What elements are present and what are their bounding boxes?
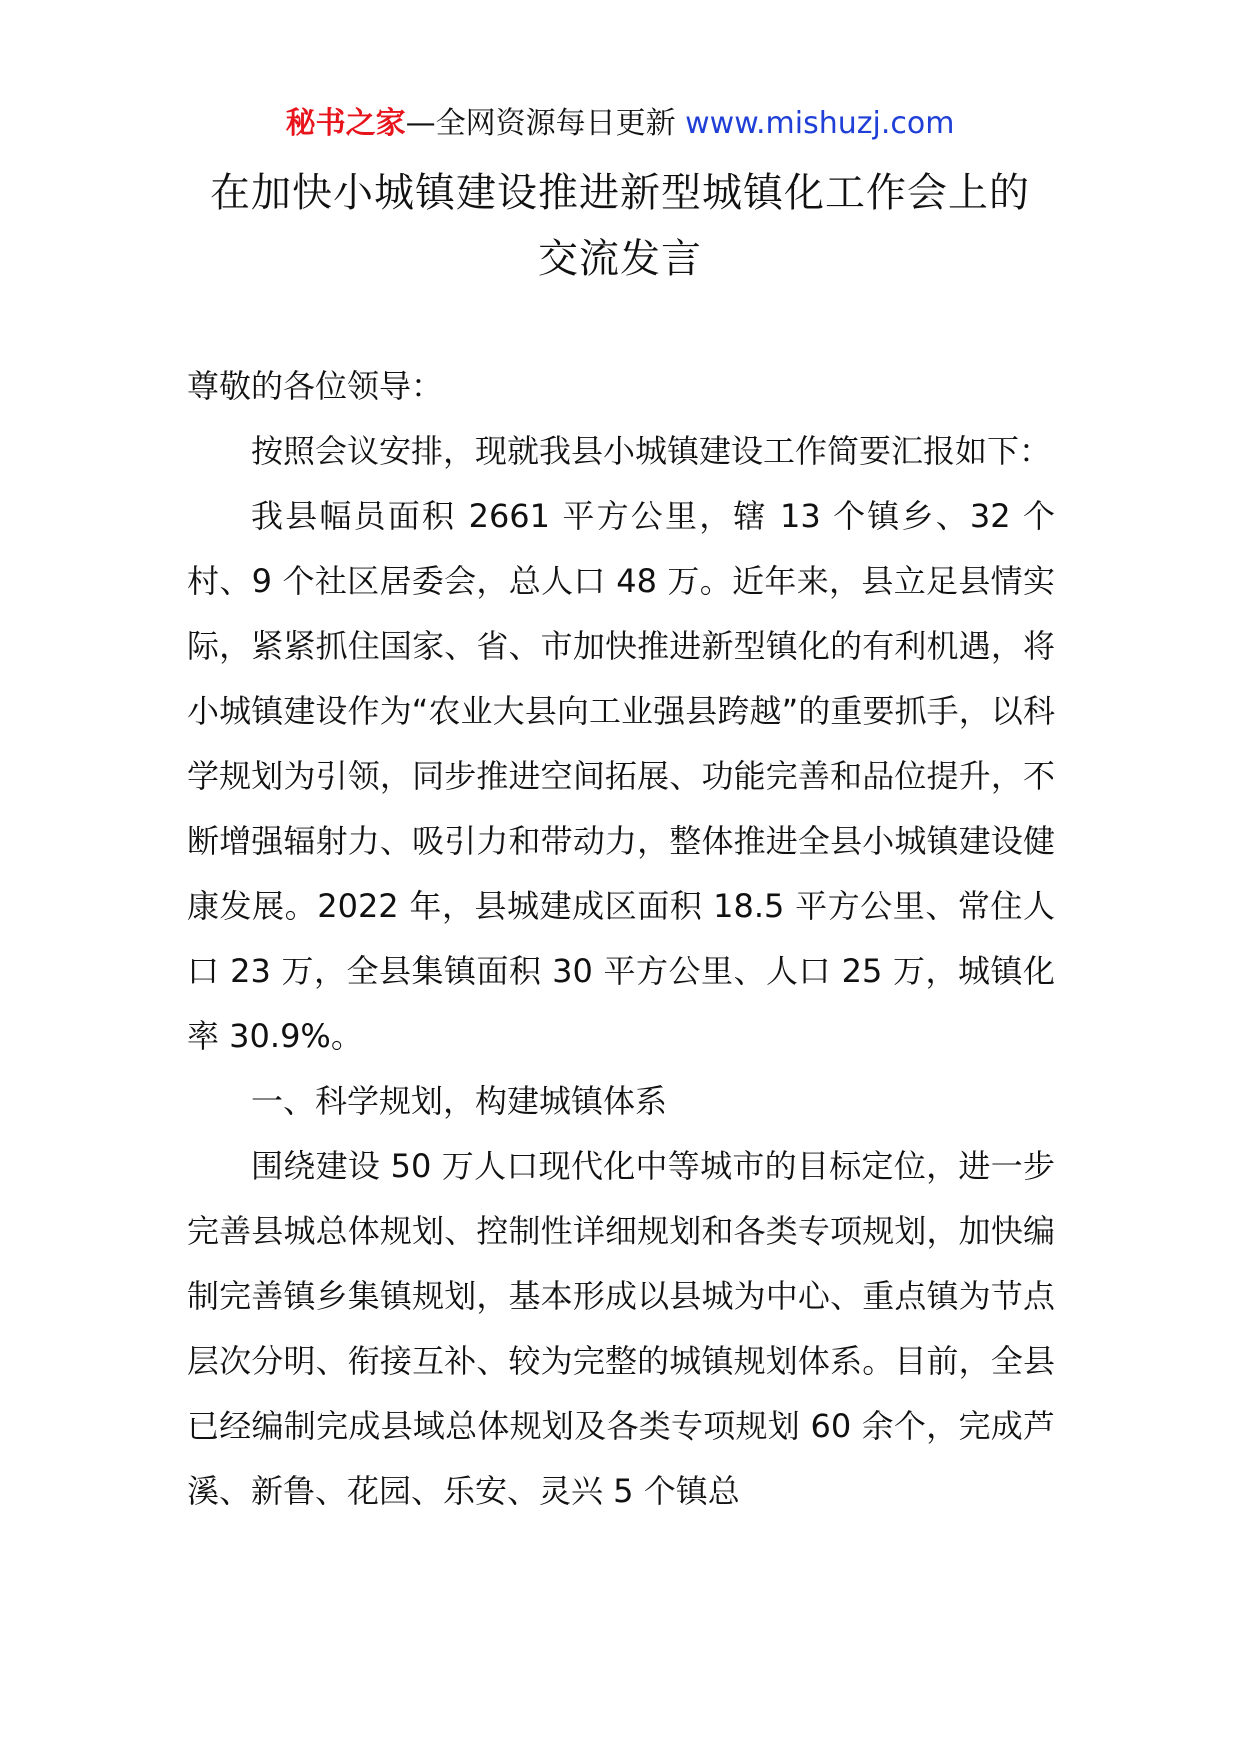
paragraph: 按照会议安排，现就我县小城镇建设工作简要汇报如下：	[251, 432, 1052, 470]
brand-slogan: —全网资源每日更新	[405, 106, 676, 141]
title-line-1: 在加快小城镇建设推进新型城镇化工作会上的	[210, 170, 1030, 216]
site-url: www.mishuzj.com	[685, 106, 955, 141]
paragraph: 我县幅员面积 2661 平方公里，辖 13 个镇乡、32 个村、9 个社区居委会，总人口 48 万。近年来，县立足县情实际，紧紧抓住国家、省、市加快推进新型镇化的有利机遇，将小城镇建设作为“农业大县向工业强县跨越”的重要抓手，以科学规划为引领，同步推进空间拓展、功能完善和品位提升，不断增强辐射力、吸引力和带动力，整体推进全县小城镇建设健康发展。2022 年，县城建成区面积 18.5 平方公里、常住人口 23 万，全县集镇面积 30 平方公里、人口 25 万，城镇化率 30.9%。	[187, 497, 1055, 1055]
section-paragraph: 围绕建设 50 万人口现代化中等城市的目标定位，进一步完善县城总体规划、控制性详细规划和各类专项规划，加快编制完善镇乡集镇规划，基本形成以县城为中心、重点镇为节点层次分明、衔接互补、较为完整的城镇规划体系。目前，全县已经编制完成县域总体规划及各类专项规划 60 余个，完成芦溪、新鲁、花园、乐安、灵兴 5 个镇总	[187, 1147, 1055, 1510]
watermark-header	[0, 102, 1240, 146]
salutation: 尊敬的各位领导：	[187, 367, 444, 405]
document-body	[187, 354, 1055, 1524]
brand-name: 秘书之家	[285, 106, 406, 141]
section-heading: 一、科学规划，构建城镇体系	[251, 1082, 668, 1120]
title-line-2: 交流发言	[538, 236, 702, 282]
document-title	[0, 160, 1240, 292]
